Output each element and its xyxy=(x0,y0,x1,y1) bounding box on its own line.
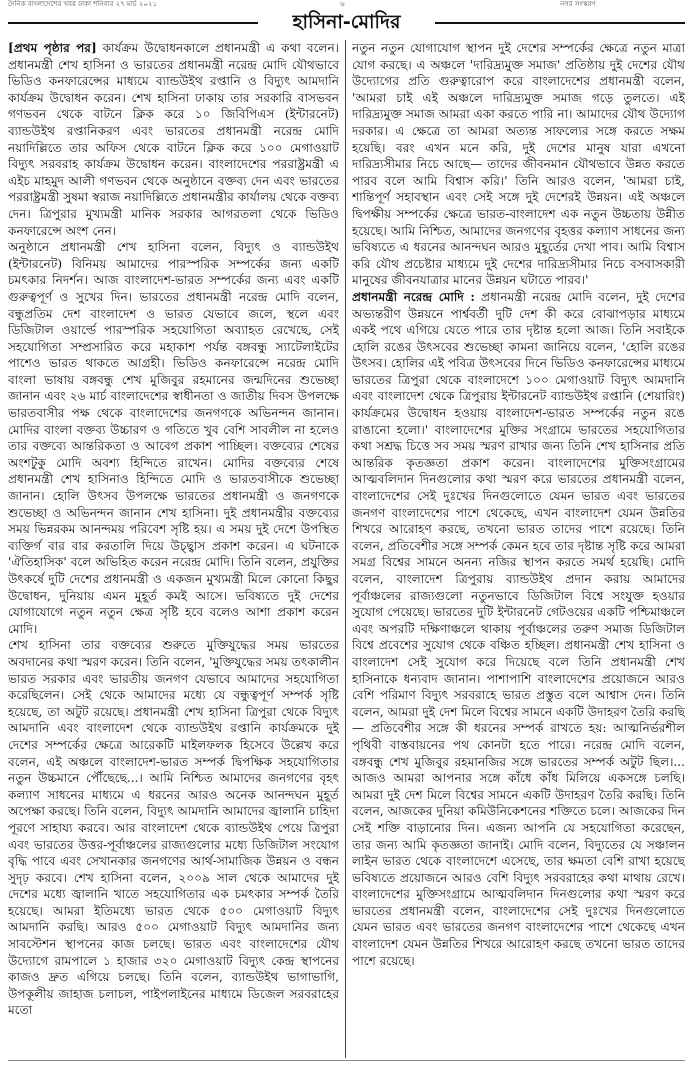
bottom-rule xyxy=(8,1060,685,1061)
top-strip-left: দৈনিক বাংলাদেশের খবর ঢাকা শনিবার ২৭ মার্চ ২০২১ xyxy=(8,0,157,8)
top-strip-right: নগর সংস্করণ xyxy=(560,0,596,8)
paragraph: অনুষ্ঠানে প্রধানমন্ত্রী শেখ হাসিনা বলেন, বিদ্যুৎ ও ব্যান্ডউইথ (ইন্টারনেট) বিনিময় আমাদের পারস্পরিক সম্পর্কের জন্য একটি চমৎকার নিদর্শন। আজ বাংলাদেশ-ভারত সম্পর্কের জন্য এবং একটি গুরুত্বপূর্ণ ও সুখের দিন। ভারতের প্রধানমন্ত্রী নরেন্দ্র মোদি বলেন, বন্ধুপ্রতিম দেশ বাংলাদেশ ও ভারত যেভাবে জলে, স্থলে এবং ডিজিটাল ওয়ার্ল্ডে পারস্পরিক সহযোগিতা অব্যাহত রেখেছে, সেই সহযোগিতা সম্প্রসারিত করে মহাকাশ পর্যন্ত বঙ্গবন্ধু স্যাটেলাইটের পাশেও ভারত থাকতে আগ্রহী। ভিডিও কনফারেন্সে নরেন্দ্র মোদি বাংলা ভাষায় বঙ্গবন্ধু শেখ মুজিবুর রহমানের জন্মদিনের শুভেচ্ছা জানান এবং ২৬ মার্চ বাংলাদেশের স্বাধীনতা ও জাতীয় দিবস উপলক্ষে ভারতবাসীর পক্ষ থেকে বাংলাদেশের জনগণকে অভিনন্দন জানান। মোদির বাংলা বক্তব্য উচ্চারণ ও গতিতে খুব বেশি সাবলীল না হলেও তার বক্তব্যে আন্তরিকতা ও আবেগ প্রকাশ পাচ্ছিল। বক্তব্যের শেষের অংশটুকু মোদি অবশ্য হিন্দিতে রাখেন। মোদির বক্তব্যের শেষে প্রধানমন্ত্রী শেখ হাসিনাও হিন্দিতে মোদি ও ভারতবাসীকে শুভেচ্ছা জানান। হোলি উৎসব উপলক্ষে ভারতের প্রধানমন্ত্রী ও জনগণকে শুভেচ্ছা ও অভিনন্দন জানান শেখ হাসিনা। দুই প্রধানমন্ত্রীর বক্তব্যের সময় ভিন্নরকম আনন্দময় পরিবেশ সৃষ্টি হয়। এ সময় দুই দেশে উপস্থিত ব্যক্তির্গ বার বার করতালি দিয়ে উচ্ছ্বাস প্রকাশ করেন। এ ঘটনাকে 'ঐতিহাসিক' বলে অভিহিত করেন নরেন্দ্র মোদি। তিনি বলেন, প্রযুক্তির উৎকর্ষে দুটি দেশের প্রধানমন্ত্রী ও একজন মুখ্যমন্ত্রী মিলে কোনো কিছুর উদ্বোধন, দুনিয়ায় এমন মুহূর্ত কমই আসে। ভবিষ্যতে দুই দেশের যোগাযোগে নতুন নতুন ক্ষেত্র সৃষ্টি হবে বলেও আশা প্রকাশ করেন মোদি। xyxy=(8,240,339,636)
paragraph-text: কার্যক্রম উদ্বোধনকালে প্রধানমন্ত্রী এ কথা বলেন। প্রধানমন্ত্রী শেখ হাসিনা ও ভারতের প্রধানমন্ত্রী নরেন্দ্র মোদি যৌথভাবে ভিডিও কনফারেন্সের মাধ্যমে ব্যান্ডউইথ রপ্তানি ও বিদ্যুৎ আমদানি কার্যক্রম উদ্বোধন করেন। শেখ হাসিনা ঢাকায় তার সরকারি বাসভবন গণভবন থেকে বাটনে ক্লিক করে ১০ জিবিপিএস (ইন্টারনেট) ব্যান্ডউইথ রপ্তানিকরণ এবং ভারতের প্রধানমন্ত্রী নরেন্দ্র মোদি নয়াদিল্লিতে তার অফিস থেকে বাটনে ক্লিক করে ১০০ মেগাওয়াট বিদ্যুৎ সরবরাহ কার্যক্রম উদ্বোধন করেন। বাংলাদেশের পররাষ্ট্রমন্ত্রী এ এইচ মাহমুদ আলী গণভবন থেকে অনুষ্ঠানে বক্তব্য দেন এবং ভারতের পররাষ্ট্রমন্ত্রী সুষমা স্বরাজ নয়াদিল্লিতে প্রধানমন্ত্রীর কার্যালয় থেকে বক্তব্য দেন। ত্রিপুরার মুখ্যমন্ত্রী মানিক সরকার আগরতলা থেকে ভিডিও কনফারেন্সে অংশ নেন। xyxy=(8,41,339,238)
section-header xyxy=(0,8,693,36)
page-title xyxy=(0,10,693,34)
article-column-left xyxy=(8,40,339,1060)
paragraph: নতুন নতুন যোগাযোগ স্থাপন দুই দেশের সম্পর্কের ক্ষেত্রে নতুন মাত্রা যোগ করছে। এ অঞ্চলে 'দারিদ্র্যমুক্ত সমাজ' প্রতিষ্ঠায় দুই দেশের যৌথ উদ্যোগের প্রতি গুরুত্বারোপ করে বাংলাদেশের প্রধানমন্ত্রী বলেন, 'আমরা চাই এই অঞ্চলে দারিদ্র্যমুক্ত সমাজ গড়ে তুলতে। এই দারিদ্র্যমুক্ত সমাজ আমরা একা করতে পারি না। আমাদের যৌথ উদ্যোগ দরকার। এ ক্ষেত্রে তা আমরা অত্যন্ত সাফল্যের সঙ্গে করতে সক্ষম হয়েছি। বরং এখন মনে করি, দুই দেশের মানুষ যারা এখনো দারিদ্র্যসীমার নিচে আছে— তাদের জীবনমান যৌথভাবে উন্নত করতে পারব বলে আমি বিশ্বাস করি।' তিনি আরও বলেন, 'আমরা চাই, শান্তিপূর্ণ সহাবস্থান এবং সেই সঙ্গে দুই দেশেরই উন্নয়ন। এই অঞ্চলে দ্বিপক্ষীয় সম্পর্কের ক্ষেত্রে ভারত-বাংলাদেশ এক নতুন উচ্চতায় উন্নীত হয়েছে। আমি নিশ্চিত, আমাদের জনগণের বৃহত্তর কল্যাণ সাধনের জন্য ভবিষ্যতে এ ধরনের আনন্দঘন আরও মুহূর্তের দেখা পাব। আমি বিশ্বাস করি যৌথ প্রচেষ্টার মাধ্যমে দুই দেশের দারিদ্র্যসীমার নিচে বসবাসকারী মানুষের জীবনযাত্রার মানের উন্নয়ন ঘটাতে পারব।' xyxy=(352,41,685,288)
paragraph xyxy=(8,40,339,239)
article-column-right xyxy=(352,40,685,1060)
page-title-text: হাসিনা-মোদির xyxy=(283,11,411,33)
continuation-label: [প্রথম পৃষ্ঠার পর] xyxy=(8,41,97,55)
page-number: ৬ xyxy=(340,0,345,8)
column-divider xyxy=(345,40,346,1058)
paragraph-text: প্রধানমন্ত্রী নরেন্দ্র মোদি বলেন, দুই দেশের অভ্যন্তরীণ উন্নয়নে পার্শ্ববর্তী দুটি দেশ কী করে বোঝাপড়ার মাধ্যমে একই পথে এগিয়ে যেতে পারে তার দৃষ্টান্ত হলো আজ। তিনি সবাইকে হোলি রঙের উৎসবের শুভেচ্ছা কামনা জানিয়ে বলেন, 'হোলি রঙের উৎসব। হোলির এই পবিত্র উৎসবের দিনে ভিডিও কনফারেন্সের মাধ্যমে ভারতের ত্রিপুরা থেকে বাংলাদেশে ১০০ মেগাওয়াট বিদ্যুৎ আমদানি এবং বাংলাদেশ থেকে ত্রিপুরায় ইন্টারনেট ব্যান্ডউইথ রপ্তানি (শেয়ারিং) কার্যক্রমের উদ্বোধন হওয়ায় বাংলাদেশ-ভারত সম্পর্কের নতুন রঙে রাঙানো হলো।' বাংলাদেশের মুক্তির সংগ্রামে ভারতের সহযোগিতার কথা সশ্রদ্ধ চিত্তে সব সময় স্মরণ রাখার জন্য তিনি শেখ হাসিনার প্রতি আন্তরিক কৃতজ্ঞতা প্রকাশ করেন। বাংলাদেশের মুক্তিসংগ্রামের আত্মবলিদান দিনগুলোর কথা স্মরণ করে ভারতের প্রধানমন্ত্রী বলেন, বাংলাদেশের সেই দুঃখের দিনগুলোতে যেমন ভারত এবং ভারতের জনগণ বাংলাদেশের পাশে থেকেছে, এখন বাংলাদেশ যেমন উন্নতির শিখরে আরোহণ করছে, তখনো ভারত তাদের পাশে রয়েছে। তিনি বলেন, প্রতিবেশীর সঙ্গে সম্পর্ক কেমন হবে তার দৃষ্টান্ত সৃষ্টি করে আমরা সমগ্র বিশ্বের সামনে অনন্য নজির স্থাপন করতে সমর্থ হয়েছি। মোদি বলেন, বাংলাদেশ ত্রিপুরায় ব্যান্ডউইথ প্রদান করায় আমাদের পূর্বাঞ্চলের রাজ্যগুলো নতুনভাবে ডিজিটাল বিশ্বে সংযুক্ত হওয়ার সুযোগ পেয়েছে। ভারতের দুটি ইন্টারনেট গেটওয়ের একটি পশ্চিমাঞ্চলে এবং অপরটি দক্ষিণাঞ্চলে থাকায় পূর্বাঞ্চলের তরুণ সমাজ ডিজিটাল বিশ্বে প্রবেশের সুযোগ থেকে বঞ্চিত হচ্ছিল। প্রধানমন্ত্রী শেখ হাসিনা ও বাংলাদেশ সেই সুযোগ করে দিয়েছে বলে তিনি প্রধানমন্ত্রী শেখ হাসিনাকে ধন্যবাদ জানান। পাশাপাশি বাংলাদেশের প্রয়োজনে আরও বেশি পরিমাণ বিদ্যুৎ সরবরাহে ভারত প্রস্তুত বলে আশ্বাস দেন। তিনি বলেন, আমরা দুই দেশ মিলে বিশ্বের সামনে একটি উদাহরণ তৈরি করছি— প্রতিবেশীর সঙ্গে কী ধরনের সম্পর্ক রাখতে হয়: আত্মনির্ভরশীল পৃথিবী বাস্তবায়নের পথ কোনটা হতে পারে। নরেন্দ্র মোদি বলেন, বঙ্গবন্ধু শেখ মুজিবুর রহমানজির সঙ্গে ভারতের সম্পর্ক অটুট ছিল।... আজও আমরা আপনার সঙ্গে কাঁধে কাঁধ মিলিয়ে একসঙ্গে চলছি। আমরা দুই দেশ মিলে বিশ্বের সামনে একটি উদাহরণ তৈরি করছি। তিনি বলেন, আজকের দুনিয়া কমিউনিকেশনের শক্তিতে চলে। আজকের দিন সেই শক্তি বাড়ানোর দিন। এজন্য আপনি যে সহযোগিতা করেছেন, তার জন্য আমি কৃতজ্ঞতা জানাই। মোদি বলেন, বিদ্যুতের যে সঞ্চালন লাইন ভারত থেকে বাংলাদেশে এসেছে, তার ক্ষমতা বেশি রাখা হয়েছে ভবিষ্যতে প্রয়োজনে আরও বেশি বিদ্যুৎ সরবরাহের কথা মাথায় রেখে। বাংলাদেশের মুক্তিসংগ্রামে আত্মবলিদান দিনগুলোর কথা স্মরণ করে ভারতের প্রধানমন্ত্রী বলেন, বাংলাদেশের সেই দুঃখের দিনগুলোতে যেমন ভারত এবং ভারতের জনগণ বাংলাদেশের পাশে থেকেছে এখন বাংলাদেশ যেমন উন্নতির শিখরে আরোহণ করছে তখনো ভারত তাদের পাশে রয়েছে। xyxy=(352,289,685,968)
paragraph xyxy=(352,289,685,969)
top-strip xyxy=(0,0,693,8)
paragraph: শেখ হাসিনা তার বক্তব্যের শুরুতে মুক্তিযুদ্ধের সময় ভারতের অবদানের কথা স্মরণ করেন। তিনি বলেন, 'মুক্তিযুদ্ধের সময় তৎকালীন ভারত সরকার এবং ভারতীয় জনগণ যেভাবে আমাদের সহযোগিতা করেছিলেন। সেই থেকে আমাদের মধ্যে যে বন্ধুত্বপূর্ণ সম্পর্ক সৃষ্টি হয়েছে, তা অটুট রয়েছে। প্রধানমন্ত্রী শেখ হাসিনা ত্রিপুরা থেকে বিদ্যুৎ আমদানি এবং বাংলাদেশ থেকে ব্যান্ডউইথ রপ্তানি কার্যক্রমকে দুই দেশের সম্পর্কের ক্ষেত্রে আরেকটি মাইলফলক হিসেবে উল্লেখ করে বলেন, এই অঞ্চলে বাংলাদেশ-ভারত সম্পর্ক দ্বিপক্ষিক সহযোগিতার নতুন উচ্চমানে পৌঁছেছে...। আমি নিশ্চিত আমাদের জনগণের বৃহৎ কল্যাণ সাধনের মাধ্যমে এ ধরনের আরও অনেক আনন্দঘন মুহূর্ত অপেক্ষা করছে। তিনি বলেন, বিদ্যুৎ আমদানি আমাদের জ্বালানি চাহিদা পূরণে সাহায্য করবে। আর বাংলাদেশ থেকে ব্যান্ডউইথ পেয়ে ত্রিপুরা এবং ভারতের উত্তর-পূর্বাঞ্চলের রাজ্যগুলোর মধ্যে ডিজিটাল সংযোগ বৃদ্ধি পাবে এবং সেখানকার জনগণের আর্থ-সামাজিক উন্নয়ন ও বন্ধন সুদৃঢ় করবে। শেখ হাসিনা বলেন, ২০০৯ সাল থেকে আমাদের দুই দেশের মধ্যে জ্বালানি খাতে সহযোগিতার এক চমৎকার সম্পর্ক তৈরি হয়েছে। আমরা ইতিমধ্যে ভারত থেকে ৫০০ মেগাওয়াট বিদ্যুৎ আমদানি করছি। আরও ৫০০ মেগাওয়াট বিদ্যুৎ আমদানির জন্য সাবস্টেশন স্থাপনের কাজ চলছে। ভারত এবং বাংলাদেশের যৌথ উদ্যোগে রামপালে ১ হাজার ৩২০ মেগাওয়াট বিদ্যুৎ কেন্দ্র স্থাপনের কাজও দ্রুত এগিয়ে চলছে। তিনি বলেন, ব্যান্ডউইথ ভাগাভাগি, উপকূলীয় জাহাজ চলাচল, পাইপলাইনের মাধ্যমে ডিজেল সরবরাহের মতো xyxy=(8,638,339,1018)
subheading: প্রধানমন্ত্রী নরেন্দ্র মোদি : xyxy=(352,289,475,304)
